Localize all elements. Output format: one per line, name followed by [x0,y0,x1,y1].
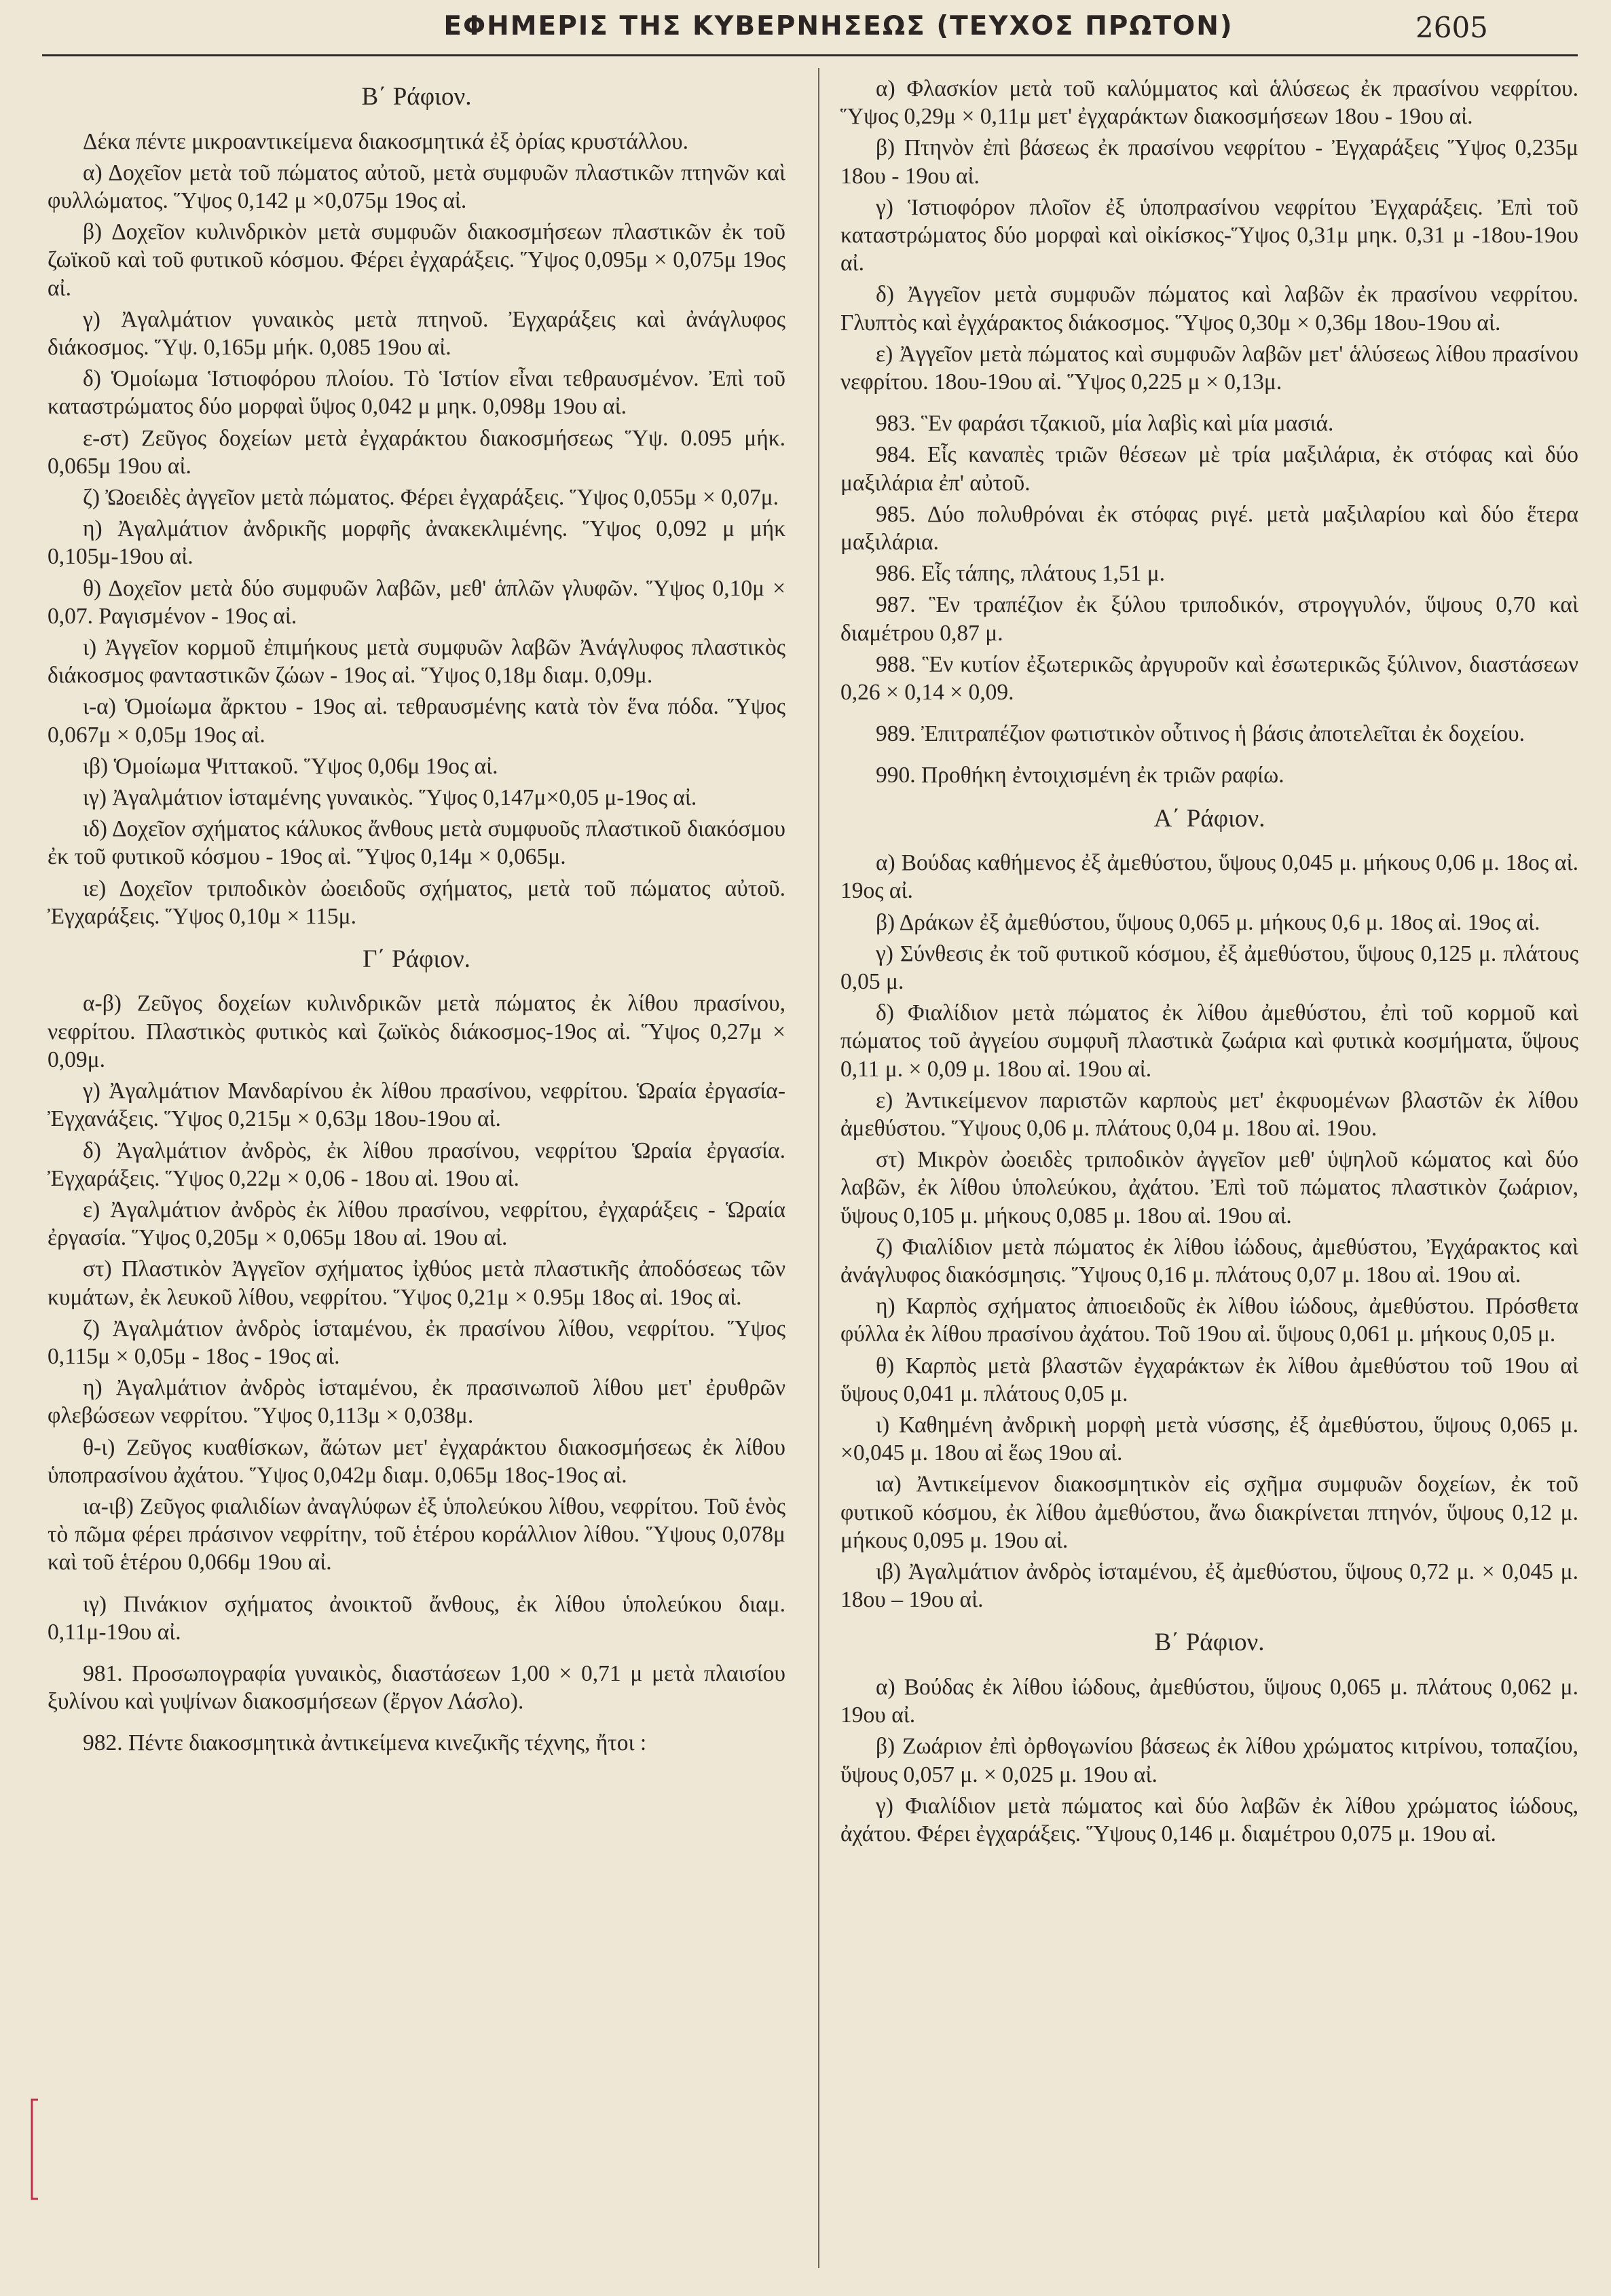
paragraph: δ) Ἀγαλμάτιον ἀνδρὸς, ἐκ λίθου πρασίνου, νεφρίτου Ὡραία ἐργασία. Ἐγχαράξεις. Ὕψος 0,22μ × 0,06 - 18ου αἰ. 19ου αἰ. [48,1137,785,1191]
page-number: 2605 [1415,11,1488,44]
paragraph: β) Ζωάριον ἐπὶ ὀρθογωνίου βάσεως ἐκ λίθου χρώματος κιτρίνου, τοπαζίου, ὕψους 0,057 μ. × 0,025 μ. 19ου αἰ. [840,1734,1578,1787]
paragraph: 989. Ἐπιτραπέζιον φωτιστικὸν οὗτινος ἡ βάσις ἀποτελεῖται ἐκ δοχείου. [876,721,1525,747]
paragraph: ζ) Φιαλίδιον μετὰ πώματος ἐκ λίθου ἰώδους, ἀμεθύστου, Ἐγχάρακτος καὶ ἀνάγλυφος διακόσμησις. Ὕψους 0,16 μ. πλάτους 0,07 μ. 18ου αἰ. 19ου αἰ. [840,1234,1578,1288]
paragraph: 983. Ἓν φαράσι τζακιοῦ, μία λαβὶς καὶ μία μασιά. [876,411,1334,437]
section-heading: Β΄ Ράφιον. [1154,1628,1265,1657]
paragraph: ιγ) Ἀγαλμάτιον ἱσταμένης γυναικὸς. Ὕψος 0,147μ×0,05 μ-19ος αἰ. [83,784,697,810]
paragraph: ια-ιβ) Ζεῦγος φιαλιδίων ἀναγλύφων ἐξ ὑπολεύκου λίθου, νεφρίτου. Τοῦ ἑνὸς τὸ πῶμα φέρει πράσινον νεφρίτην, τοῦ ἑτέρου κοράλλιον λίθου. Ὕψους 0,078μ καὶ τοῦ ἑτέρου 0,066μ 19ου αἰ. [48,1493,785,1575]
paragraph: στ) Πλαστικὸν Ἀγγεῖον σχήματος ἰχθύος μετὰ πλαστικῆς ἀποδόσεως τῶν κυμάτων, ἐκ λευκοῦ λίθου, νεφρίτου. Ὕψος 0,21μ × 0.95μ 18ος αἰ. 19ος αἰ. [48,1256,785,1310]
paragraph: 982. Πέντε διακοσμητικὰ ἀντικείμενα κινεζικῆς τέχνης, ἤτοι : [83,1730,647,1756]
paragraph: ε) Ἀγαλμάτιον ἀνδρὸς ἐκ λίθου πρασίνου, νεφρίτου, ἐγχαράξεις - Ὡραία ἐργασία. Ὕψος 0,205μ × 0,065μ 18ου αἰ. 19ου αἰ. [48,1197,785,1251]
header-rule [42,54,1578,56]
paragraph: β) Πτηνὸν ἐπὶ βάσεως ἐκ πρασίνου νεφρίτου - Ἐγχαράξεις Ὕψος 0,235μ 18ου - 19ου αἰ. [840,135,1578,189]
section-heading: Α΄ Ράφιον. [1153,804,1265,833]
paragraph: ε) Ἀγγεῖον μετὰ πώματος καὶ συμφυῶν λαβῶν μετ' ἁλύσεως λίθου πρασίνου νεφρίτου. 18ου-19ου αἰ. Ὕψος 0,225 μ × 0,13μ. [840,341,1578,395]
paragraph: θ) Καρπὸς μετὰ βλαστῶν ἐγχαράκτων ἐκ λίθου ἀμεθύστου τοῦ 19ου αἰ ὕψους 0,041 μ. πλάτους 0,05 μ. [840,1353,1578,1406]
paragraph: ζ) Ἀγαλμάτιον ἀνδρὸς ἱσταμένου, ἐκ πρασίνου λίθου, νεφρίτου. Ὕψος 0,115μ × 0,05μ - 18ος - 19ος αἰ. [48,1315,785,1369]
paragraph: η) Ἀγαλμάτιον ἀνδρικῆς μορφῆς ἀνακεκλιμένης. Ὕψος 0,092 μ μήκ 0,105μ-19ου αἰ. [48,516,785,570]
section-heading: Β΄ Ράφιον. [361,83,472,111]
paragraph: ι) Ἀγγεῖον κορμοῦ ἐπιμήκους μετὰ συμφυῶν λαβῶν Ἀνάγλυφος πλαστικὸς διάκοσμος φανταστικῶν ζώων - 19ος αἰ. Ὕψος 0,18μ διαμ. 0,09μ. [48,634,785,689]
paragraph: ιβ) Ἀγαλμάτιον ἀνδρὸς ἱσταμένου, ἐξ ἀμεθύστου, ὕψους 0,72 μ. × 0,045 μ. 18ου – 19ου αἰ. [840,1559,1578,1613]
paragraph: ζ) Ὠοειδὲς ἀγγεῖον μετὰ πώματος. Φέρει ἐγχαράξεις. Ὕψος 0,055μ × 0,07μ. [83,484,779,510]
paragraph: γ) Ἀγαλμάτιον Μανδαρίνου ἐκ λίθου πρασίνου, νεφρίτου. Ὡραία ἐργασία-Ἐγχανάξεις. Ὕψος 0,215μ × 0,63μ 18ου-19ου αἰ. [48,1078,785,1132]
paragraph: ιβ) Ὁμοίωμα Ψιττακοῦ. Ὕψος 0,06μ 19ος αἰ. [83,753,498,779]
paragraph: α) Βούδας καθήμενος ἐξ ἀμεθύστου, ὕψους 0,045 μ. μήκους 0,06 μ. 18ος αἰ. 19ος αἰ. [840,850,1578,904]
paragraph: δ) Ἀγγεῖον μετὰ συμφυῶν πώματος καὶ λαβῶν ἐκ πρασίνου νεφρίτου. Γλυπτὸς καὶ ἐγχάρακτος διάκοσμος. Ὕψος 0,30μ × 0,36μ 18ου-19ου αἰ. [840,282,1578,335]
paragraph: γ) Ἱστιοφόρον πλοῖον ἐξ ὑποπρασίνου νεφρίτου Ἐγχαράξεις. Ἐπὶ τοῦ καταστρώματος δύο μορφαὶ καὶ οἰκίσκος-Ὕψος 0,31μ μηκ. 0,31 μ -18ου-19ου αἰ. [840,194,1578,276]
paragraph: 986. Εἷς τάπης, πλάτους 1,51 μ. [876,561,1166,587]
column-divider [818,68,819,2268]
paragraph: 981. Προσωπογραφία γυναικὸς, διαστάσεων 1,00 × 0,71 μ μετὰ πλαισίου ξυλίνου καὶ γυψίνων διακοσμήσεων (ἔργον Λάσλο). [48,1660,785,1715]
paragraph: 990. Προθήκη ἐντοιχισμένη ἐκ τριῶν ραφίω. [876,763,1284,788]
paragraph: γ) Φιαλίδιον μετὰ πώματος καὶ δύο λαβῶν ἐκ λίθου χρώματος ἰώδους, ἀχάτου. Φέρει ἐγχαράξεις. Ὕψους 0,146 μ. διαμέτρου 0,075 μ. 19ου αἰ. [840,1793,1578,1846]
paragraph: α) Φλασκίον μετὰ τοῦ καλύμματος καὶ ἁλύσεως ἐκ πρασίνου νεφρίτου. Ὕψος 0,29μ × 0,11μ μετ' ἐγχαράκτων διακοσμήσεων 18ου - 19ου αἰ. [840,76,1578,130]
paragraph: Δέκα πέντε μικροαντικείμενα διακοσμητικά ἐξ ὀρίας κρυστάλλου. [83,128,688,154]
left-column [48,75,785,2275]
red-margin-bracket [30,2098,39,2200]
paragraph: α) Δοχεῖον μετὰ τοῦ πώματος αὐτοῦ, μετὰ συμφυῶν πλαστικῶν πτηνῶν καὶ φυλλώματος. Ὕψος 0,142 μ ×0,075μ 19ος αἰ. [48,160,785,213]
paragraph: α-β) Ζεῦγος δοχείων κυλινδρικῶν μετὰ πώματος ἐκ λίθου πρασίνου, νεφρίτου. Πλαστικὸς φυτικὸς καὶ ζωϊκὸς διάκοσμος-19ος αἰ. Ὕψος 0,27μ × 0,09μ. [48,991,785,1072]
paragraph: ι) Καθημένη ἀνδρικὴ μορφὴ μετὰ νύσσης, ἐξ ἀμεθύστου, ὕψους 0,065 μ. ×0,045 μ. 18ου αἰ ἕως 19ου αἰ. [840,1413,1578,1466]
paragraph: ια) Ἀντικείμενον διακοσμητικὸν εἰς σχῆμα συμφυῶν δοχείων, ἐκ τοῦ φυτικοῦ κόσμου, ἐκ λίθου ἀμεθύστου, ἄνω διακρίνεται πτηνόν, ὕψους 0,12 μ. μήκους 0,095 μ. 19ου αἰ. [840,1472,1578,1553]
paragraph: ε-στ) Ζεῦγος δοχείων μετὰ ἐγχαράκτου διακοσμήσεως Ὕψ. 0.095 μήκ. 0,065μ 19ου αἰ. [48,425,785,479]
paragraph: ι-α) Ὁμοίωμα ἄρκτου - 19ος αἰ. τεθραυσμένης κατὰ τὸν ἕνα πόδα. Ὕψος 0,067μ × 0,05μ 19ος αἰ. [48,694,785,748]
paragraph-group [840,1673,1578,1848]
paragraph: ε) Ἀντικείμενον παριστῶν καρποὺς μετ' ἐκφυομένων βλαστῶν ἐκ λίθου ἀμεθύστου. Ὕψους 0,06 μ. πλάτους 0,04 μ. 18ου αἰ. 19ου. [840,1087,1578,1141]
paragraph-group [840,75,1578,790]
paragraph: α) Βούδας ἐκ λίθου ἰώδους, ἀμεθύστου, ὕψους 0,065 μ. πλάτους 0,062 μ. 19ου αἰ. [840,1674,1578,1728]
paragraph: θ) Δοχεῖον μετὰ δύο συμφυῶν λαβῶν, μεθ' ἁπλῶν γλυφῶν. Ὕψος 0,10μ × 0,07. Ραγισμένον - 19ος αἰ. [48,575,785,629]
right-column [840,75,1578,2275]
paragraph-group [840,849,1578,1614]
paragraph: β) Δράκων ἐξ ἀμεθύστου, ὕψους 0,065 μ. μήκους 0,6 μ. 18ος αἰ. 19ος αἰ. [876,909,1540,935]
section-heading: Γ΄ Ράφιον. [363,945,470,973]
paragraph: γ) Σύνθεσις ἐκ τοῦ φυτικοῦ κόσμου, ἐξ ἀμεθύστου, ὕψους 0,125 μ. πλάτους 0,05 μ. [840,941,1578,994]
paragraph: δ) Ὁμοίωμα Ἱστιοφόρου πλοίου. Τὸ Ἱστίον εἶναι τεθραυσμένον. Ἐπὶ τοῦ καταστρώματος δύο μορφαὶ ὕψος 0,042 μ μηκ. 0,098μ 19ου αἰ. [48,366,785,420]
paragraph: ιδ) Δοχεῖον σχήματος κάλυκος ἄνθους μετὰ συμφυοῦς πλαστικοῦ διακόσμου ἐκ τοῦ φυτικοῦ κόσμου - 19ος αἰ. Ὕψος 0,14μ × 0,065μ. [48,816,785,870]
paragraph: 987. Ἓν τραπέζιον ἐκ ξύλου τριποδικόν, στρογγυλόν, ὕψους 0,70 καὶ διαμέτρου 0,87 μ. [840,592,1578,646]
paragraph: η) Καρπὸς σχήματος ἀπιοειδοῦς ἐκ λίθου ἰώδους, ἀμεθύστου. Πρόσθετα φύλλα ἐκ λίθου πρασίνου ἀχάτου. Τοῦ 19ου αἰ. ὕψους 0,061 μ. μήκους 0,05 μ. [840,1294,1578,1347]
paragraph-group [48,128,785,930]
paragraph: ιε) Δοχεῖον τριποδικὸν ὠοειδοῦς σχήματος, μετὰ τοῦ πώματος αὐτοῦ. Ἐγχαράξεις. Ὕψος 0,10μ × 115μ. [48,875,785,929]
paragraph: θ-ι) Ζεῦγος κυαθίσκων, ἄώτων μετ' ἐγχαράκτου διακοσμήσεως ἐκ λίθου ὑποπρασίνου ἀχάτου. Ὕψος 0,042μ διαμ. 0,065μ 18ος-19ος αἰ. [48,1434,785,1488]
paragraph: ιγ) Πινάκιον σχήματος ἀνοικτοῦ ἄνθους, ἐκ λίθου ὑπολεύκου διαμ. 0,11μ-19ου αἰ. [48,1591,785,1645]
paragraph: 984. Εἷς καναπὲς τριῶν θέσεων μὲ τρία μαξιλάρια, ἐκ στόφας καὶ δύο μαξιλάρια ἐπ' αὐτοῦ. [840,442,1578,496]
paragraph-group [48,989,785,1757]
paragraph: β) Δοχεῖον κυλινδρικὸν μετὰ συμφυῶν διακοσμήσεων πλαστικῶν ἐκ τοῦ ζωϊκοῦ καὶ τοῦ φυτικοῦ κόσμου. Φέρει ἐγχαράξεις. Ὕψος 0,095μ × 0,075μ 19ος αἰ. [48,219,785,301]
paragraph: γ) Ἀγαλμάτιον γυναικὸς μετὰ πτηνοῦ. Ἐγχαράξεις καὶ ἀνάγλυφος διάκοσμος. Ὕψ. 0,165μ μήκ. 0,085 19ου αἰ. [48,306,785,360]
running-title: ΕΦΗΜΕΡΙΣ ΤΗΣ ΚΥΒΕΡΝΗΣΕΩΣ (ΤΕΥΧΟΣ ΠΡΩΤΟΝ) [443,11,1234,41]
page-header [0,0,1611,56]
paragraph: στ) Μικρὸν ὠοειδὲς τριποδικὸν ἀγγεῖον μεθ' ὑψηλοῦ κώματος καὶ δύο λαβῶν, ἐκ λίθου ὑπολεύκου, ἀχάτου. Ἐπὶ τοῦ πώματος πλαστικὸν ζωάριον, ὕψους 0,105 μ. μήκους 0,085 μ. 18ου αἰ. 19ου αἰ. [840,1147,1578,1228]
paragraph: η) Ἀγαλμάτιον ἀνδρὸς ἱσταμένου, ἐκ πρασινωποῦ λίθου μετ' ἐρυθρῶν φλεβώσεων νεφρίτου. Ὕψος 0,113μ × 0,038μ. [48,1375,785,1429]
paragraph: 988. Ἓν κυτίον ἐξωτερικῶς ἀργυροῦν καὶ ἐσωτερικῶς ξύλινον, διαστάσεων 0,26 × 0,14 × 0,09. [840,651,1578,706]
paragraph: δ) Φιαλίδιον μετὰ πώματος ἐκ λίθου ἀμεθύστου, ἐπὶ τοῦ κορμοῦ καὶ πώματος τοῦ ἀγγείου συμφυῆ πλαστικὰ ζωάρια καὶ φυτικὰ κοσμήματα, ὕψους 0,11 μ. × 0,09 μ. 18ου αἰ. 19ου αἰ. [840,1000,1578,1082]
paragraph: 985. Δύο πολυθρόναι ἐκ στόφας ριγέ. μετὰ μαξιλαρίου καὶ δύο ἕτερα μαξιλάρια. [840,501,1578,555]
